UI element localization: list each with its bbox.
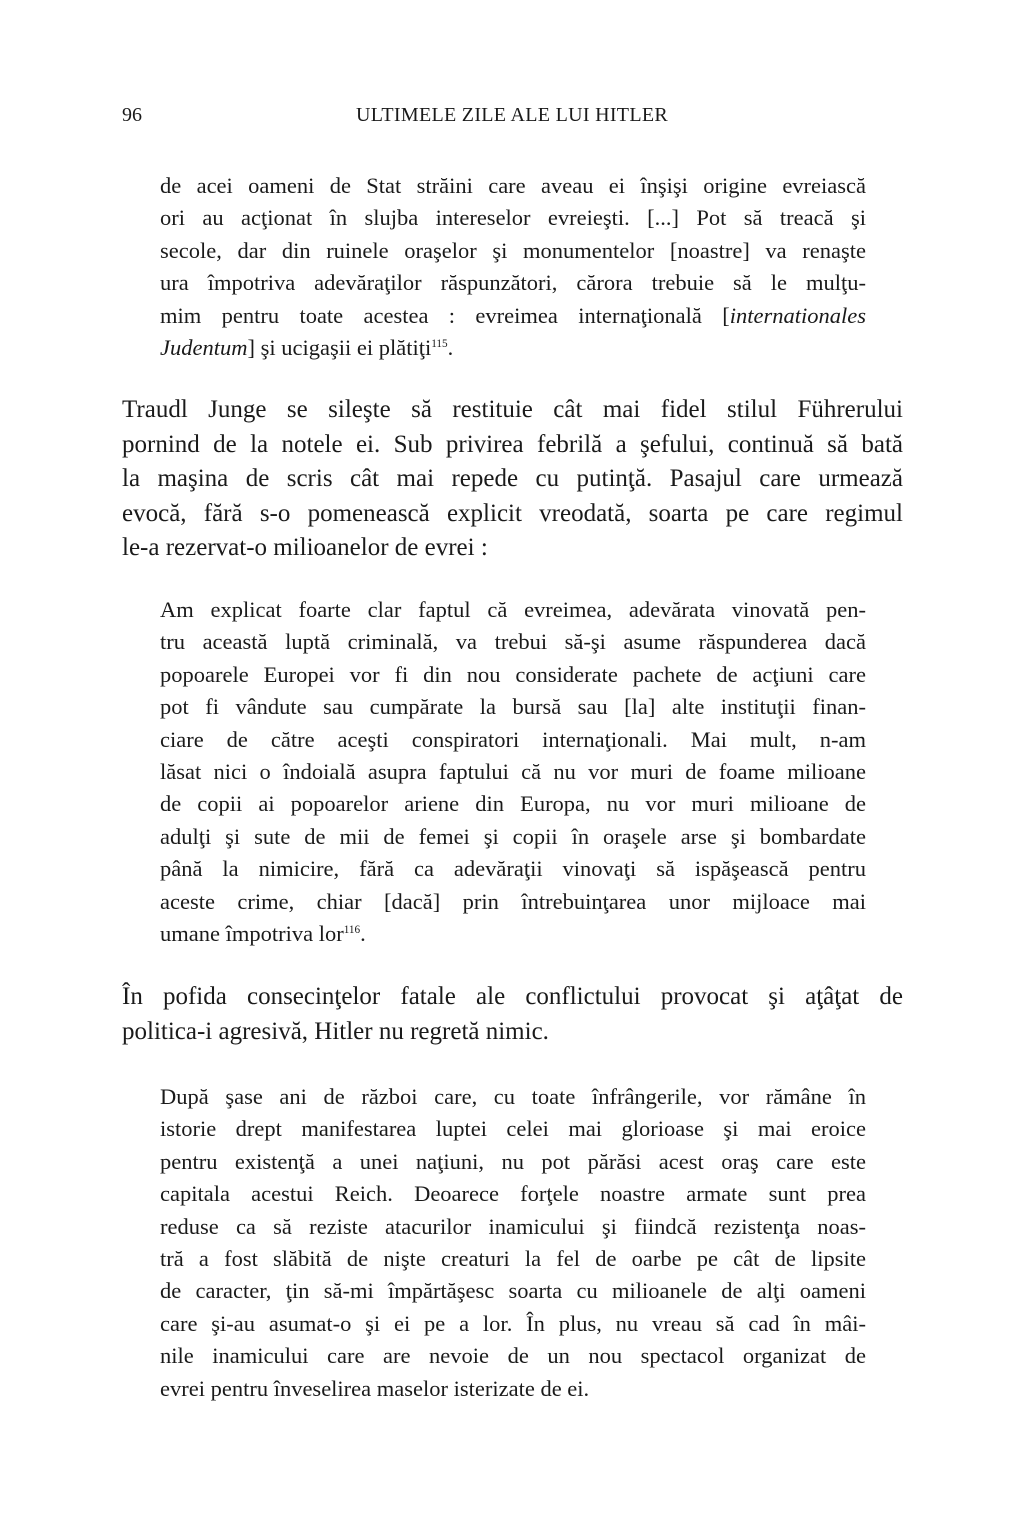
text-line: pornind de la notele ei. Sub privirea febrilă a şefului, continuă să bată [122, 430, 903, 458]
page-number: 96 [122, 104, 142, 126]
text-line: În pofida consecinţelor fatale ale conflictului provocat şi aţâţat de [122, 983, 903, 1010]
text-line: tră a fost slăbită de nişte creaturi la fel de oarbe pe cât de lipsite [160, 1246, 866, 1272]
text-line: le-a rezervat-o milioanelor de evrei : [122, 534, 488, 561]
text-line: evocă, fără s-o pomenească explicit vreodată, soarta pe care regimul [122, 499, 903, 527]
text-line: de acei oameni de Stat străini care aveau ei înşişi origine evreiască [160, 173, 866, 198]
block-quote-3 [160, 1081, 866, 1405]
text-line: evrei pentru înveselirea maselor isterizate de ei. [160, 1375, 590, 1401]
text-line [160, 300, 866, 332]
text-line: nile inamicului care are nevoie de un nou spectacol organizat de [160, 1343, 866, 1369]
italic-term: internationales [729, 302, 866, 328]
text-segment: umane împotriva lor [160, 921, 344, 947]
text-line [160, 332, 866, 364]
text-line: de copii ai popoarelor ariene din Europa, nu vor muri milioane de [160, 791, 866, 817]
text-line: istorie drept manifestarea luptei celei mai glorioase şi mai eroice [160, 1116, 866, 1142]
text-line: Am explicat foarte clar faptul că evreimea, adevărata vinovată pen- [160, 597, 866, 622]
text-line: pot fi vândute sau cumpărate la bursă sau [la] alte instituţii finan- [160, 694, 866, 720]
text-line: capitala acestui Reich. Deoarece forţele noastre armate sunt prea [160, 1181, 866, 1207]
text-segment: . [360, 921, 366, 947]
text-line: tru această luptă criminală, va trebui să-şi asume răspunderea dacă [160, 629, 866, 655]
footnote-ref: 115 [431, 338, 448, 351]
text-segment: . [447, 335, 454, 361]
block-quote-1 [160, 170, 866, 364]
text-segment: mim pentru toate acestea : evreimea internaţională [ [160, 302, 730, 328]
text-line: politica-i agresivă, Hitler nu regretă nimic. [122, 1017, 549, 1045]
text-line: popoarele Europei vor fi din nou considerate pachete de acţiuni care [160, 661, 866, 687]
text-line: După şase ani de război care, cu toate înfrângerile, vor rămâne în [160, 1084, 866, 1109]
text-line: până la nimicire, fără ca adevăraţii vinovaţi să ispăşească pentru [160, 856, 866, 882]
text-line: ura împotriva adevăraţilor răspunzători, cărora trebuie să le mulţu- [160, 270, 866, 296]
text-line: care şi-au asumat-o şi ei pe a lor. În plus, nu vreau să cad în mâi- [160, 1310, 866, 1336]
text-line: reduse ca să reziste atacurilor inamicului şi fiindcă rezistenţa noas- [160, 1213, 866, 1239]
text-line: adulţi şi sute de mii de femei şi copii în oraşele arse şi bombardate [160, 823, 866, 849]
text-line: ciare de către aceşti conspiratori internaţionali. Mai mult, n-am [160, 726, 866, 752]
text-line: la maşina de scris cât mai repede cu putinţă. Pasajul care urmează [122, 465, 903, 492]
text-line: pentru existenţă a unei naţiuni, nu pot părăsi acest oraş care este [160, 1148, 866, 1174]
text-line: aceste crime, chiar [dacă] prin întrebuinţarea unor mijloace mai [160, 888, 866, 914]
paragraph-1 [122, 393, 903, 566]
text-line: Traudl Junge se sileşte să restituie cât mai fidel stilul Führerului [122, 396, 903, 423]
text-line: lăsat nici o îndoială asupra faptului că nu vor muri de foame milioane [160, 759, 866, 785]
paragraph-2 [122, 980, 903, 1049]
block-quote-2 [160, 594, 866, 950]
text-line: de caracter, ţin să-mi împărtăşesc soarta cu milioanele de alţi oameni [160, 1278, 866, 1304]
text-line: ori au acţionat în slujba intereselor evreieşti. [...] Pot să treacă şi [160, 205, 866, 231]
text-line [160, 918, 866, 950]
running-title: ULTIMELE ZILE ALE LUI HITLER [355, 104, 669, 126]
text-segment: ] şi ucigaşii ei plătiţi [247, 335, 432, 361]
footnote-ref: 116 [343, 924, 361, 937]
italic-term: Judentum [160, 335, 248, 361]
text-line: secole, dar din ruinele oraşelor şi monumentelor [noastre] va renaşte [160, 237, 866, 263]
